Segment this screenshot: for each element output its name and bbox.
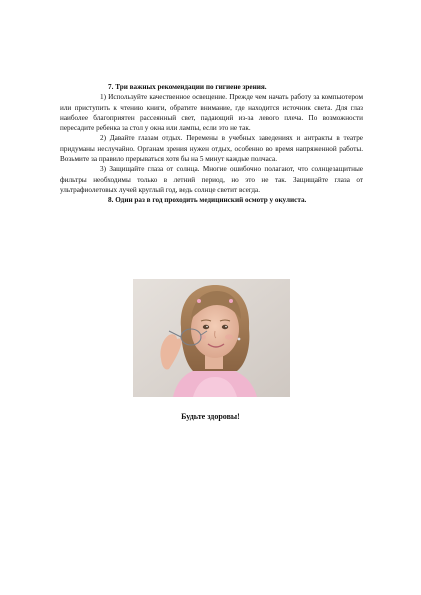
section-heading: 7. Три важных рекомендации по гигиене зрения.	[108, 83, 267, 91]
paragraph-checkup: 8. Один раз в год проходить медицинский осмотр у окулиста.	[108, 196, 307, 205]
closing-message: Будьте здоровы!	[181, 412, 240, 421]
girl-with-glasses-photo	[133, 279, 290, 397]
paragraph-lighting: 1) Используйте качественное освещение. Прежде чем начать работу за компьютером или приступить к чтению книги, обратите внимание, где находится источник света. Для глаз наиболее благоприятен рассеянный свет, падающий из-за левого плеча. По возможности пересадите ребенка за стол у окна или лампы, если это не так.	[60, 93, 363, 133]
paragraph-sun: 3) Защищайте глаза от солнца. Многие ошибочно полагают, что солнцезащитные фильтры необходимы только в летний период, но это не так. Защищайте глаза от ультрафиолетовых лучей круглый год, ведь солнце светит всегда.	[60, 165, 363, 194]
text-block	[60, 82, 363, 206]
paragraph-rest: 2) Давайте глазам отдых. Перемены в учебных заведениях и антракты в театре придуманы неслучайно. Органам зрения нужен отдых, особенно во время напряженной работы. Возьмите за правило прерываться хотя бы на 5 минут каждые полчаса.	[60, 134, 363, 164]
